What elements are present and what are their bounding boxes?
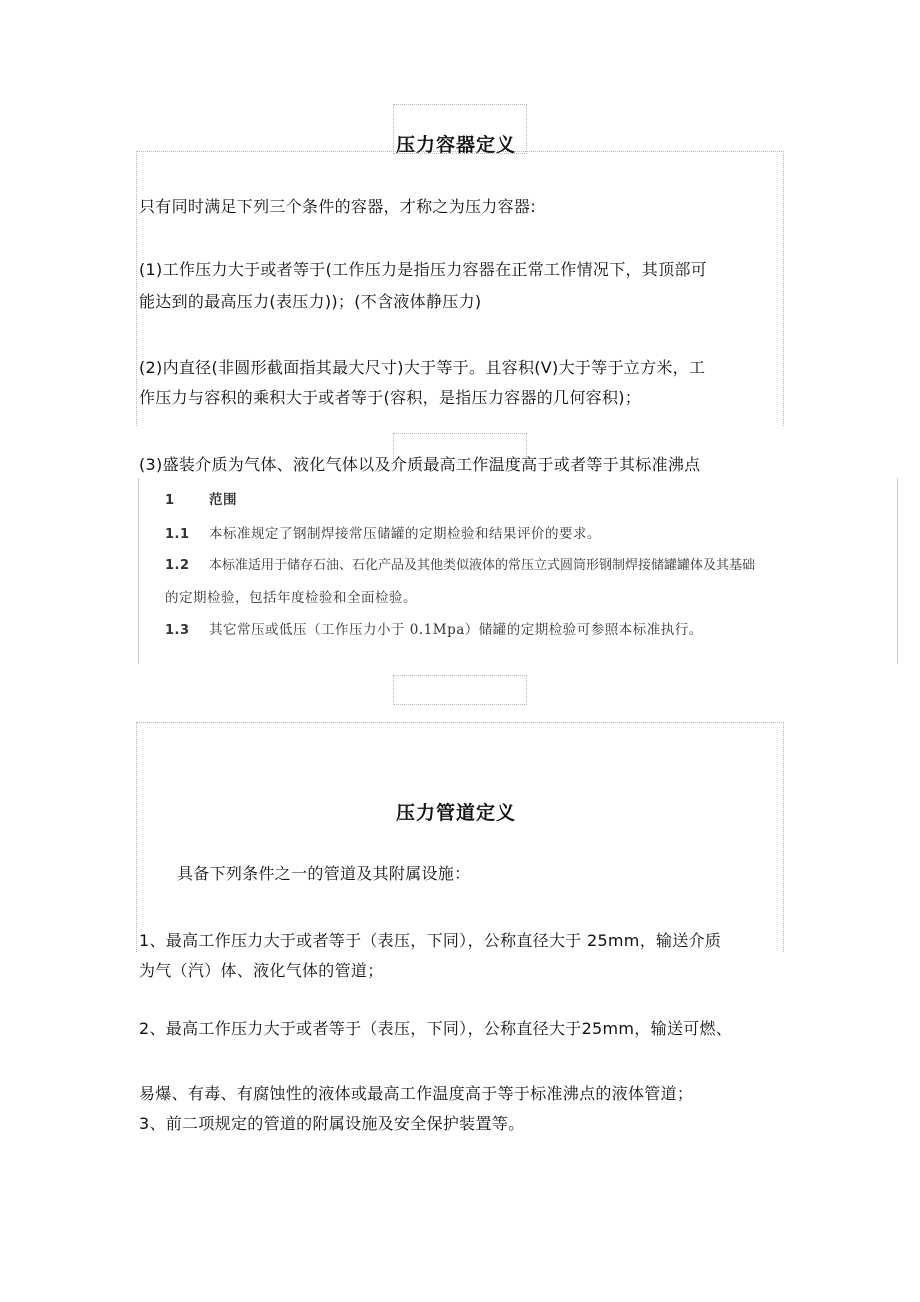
section-frame-right-2 (783, 722, 784, 952)
section2-item2-line1: 2、最高工作压力大于或者等于（表压，下同），公称直径大于25mm，输送可燃、 (139, 1019, 733, 1038)
excerpt-row-1-num: 1.1 (165, 527, 190, 542)
excerpt-row-3-text: 其它常压或低压（工作压力小于 0.1Mpa）储罐的定期检验可参照本标准执行。 (209, 622, 703, 638)
excerpt-row-3-num: 1.3 (165, 623, 190, 638)
excerpt-heading-num: 1 (165, 493, 175, 508)
excerpt-row-3 (165, 618, 703, 638)
section-frame-left-2 (136, 722, 137, 952)
section2-title: 压力管道定义 (396, 802, 517, 824)
standard-excerpt-image (138, 478, 898, 664)
section1-item1-line2: 能达到的最高压力(表压力))；(不含液体静压力) (139, 292, 482, 311)
section1-item2-line1: (2)内直径(非圆形截面指其最大尺寸)大于等于。且容积(V)大于等于立方米，工 (139, 358, 706, 377)
section2-item2-line2: 易爆、有毒、有腐蚀性的液体或最高工作温度高于等于标准沸点的液体管道； (139, 1084, 694, 1103)
excerpt-row-2-cont: 的定期检验，包括年度检验和全面检验。 (165, 590, 417, 606)
excerpt-row-2-text: 本标准适用于储存石油、石化产品及其他类似液体的常压立式圆筒形钢制焊接储罐罐体及其基础 (209, 558, 756, 573)
section-frame-left-1 (136, 151, 137, 426)
section2-item1-line1: 1、最高工作压力大于或者等于（表压，下同），公称直径大于 25mm，输送介质 (139, 931, 722, 950)
section2-item1-line2: 为气（汽）体、液化气体的管道； (139, 961, 384, 980)
excerpt-row-1 (165, 522, 601, 542)
section1-intro: 只有同时满足下列三个条件的容器，才称之为压力容器: (139, 197, 536, 216)
section2-item3-line1: 3、前二项规定的管道的附属设施及安全保护装置等。 (139, 1114, 525, 1133)
excerpt-row-2 (165, 554, 755, 573)
section1-item3-line1: (3)盛装介质为气体、液化气体以及介质最高工作温度高于或者等于其标准沸点 (139, 455, 701, 474)
section-frame-right-1 (783, 151, 784, 426)
excerpt-row-2-num: 1.2 (165, 558, 190, 573)
excerpt-row-1-text: 本标准规定了钢制焊接常压储罐的定期检验和结果评价的要求。 (209, 526, 601, 542)
excerpt-heading-text: 范围 (209, 492, 237, 508)
section1-item1-line1: (1)工作压力大于或者等于(工作压力是指压力容器在正常工作情况下，其顶部可 (139, 260, 708, 279)
excerpt-heading (165, 488, 237, 508)
section1-title: 压力容器定义 (396, 134, 517, 156)
connector-frame-2 (393, 675, 527, 705)
section1-item2-line2: 作压力与容积的乘积大于或者等于(容积，是指压力容器的几何容积)； (139, 388, 642, 407)
section-frame-top-2 (136, 722, 784, 723)
section2-intro: 具备下列条件之一的管道及其附属设施： (177, 864, 471, 883)
